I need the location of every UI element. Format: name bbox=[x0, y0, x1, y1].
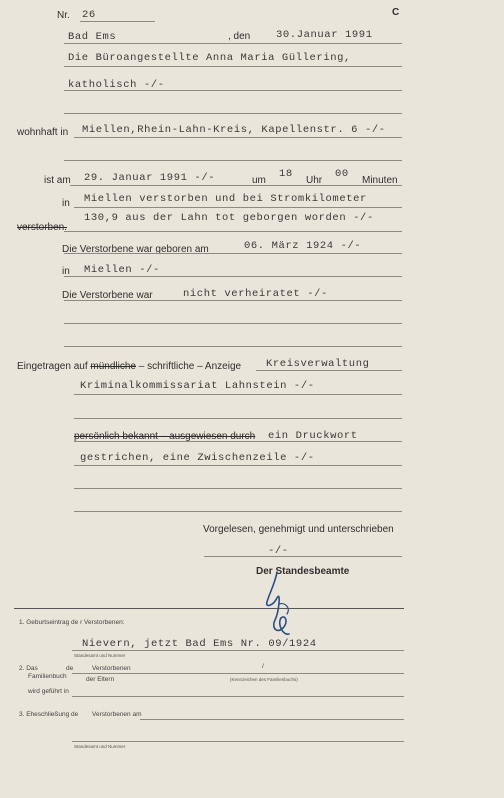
born-date: 06. März 1924 -/- bbox=[244, 240, 362, 252]
footer-item-2-familienbuch: Familienbuch bbox=[28, 673, 67, 680]
born-in-label: in bbox=[62, 266, 70, 277]
registration-authority-2: Kriminalkommissariat Lahnstein -/- bbox=[80, 380, 315, 392]
rule-1 bbox=[64, 43, 402, 44]
footer-item-2-gefuehrt: wird geführt in bbox=[28, 688, 69, 695]
rule-7 bbox=[70, 185, 402, 186]
rule-25 bbox=[72, 696, 404, 697]
rule-13 bbox=[64, 323, 402, 324]
death-place-line-1: Miellen verstorben und bei Stromkilometer bbox=[84, 193, 367, 205]
place-of-registration: Bad Ems bbox=[68, 31, 117, 43]
rule-10 bbox=[64, 253, 402, 254]
identity-note-2: gestrichen, eine Zwischenzeile -/- bbox=[80, 452, 315, 464]
registration-date: 30.Januar 1991 bbox=[276, 29, 373, 41]
registration-authority-1: Kreisverwaltung bbox=[266, 358, 370, 370]
rule-19 bbox=[74, 465, 402, 466]
footer-item-1-caption: Standesamt und Nummer bbox=[74, 653, 126, 658]
rule-26 bbox=[140, 719, 404, 720]
registration-struck: mündliche bbox=[90, 361, 136, 372]
footer-item-1-label: 1. Geburtseintrag de r Verstorbenen: bbox=[19, 619, 125, 626]
rule-4 bbox=[64, 113, 402, 114]
rule-17 bbox=[74, 418, 402, 419]
rule-22 bbox=[204, 556, 402, 557]
rule-20 bbox=[74, 488, 402, 489]
entry-number: 26 bbox=[82, 9, 96, 21]
decedent-name: Die Büroangestellte Anna Maria Güllering, bbox=[68, 52, 351, 64]
rule-2 bbox=[64, 66, 402, 67]
rule-9 bbox=[64, 231, 402, 232]
born-place: Miellen -/- bbox=[84, 264, 160, 276]
residence-label: wohnhaft in bbox=[17, 127, 69, 138]
rule-15 bbox=[256, 370, 402, 371]
footer-item-3-caption: Standesamt und Nummer bbox=[74, 744, 126, 749]
rule-14 bbox=[64, 346, 402, 347]
death-in-label: in bbox=[62, 198, 70, 209]
death-date: 29. Januar 1991 -/- bbox=[84, 172, 216, 184]
verstorben-label: verstorben. bbox=[17, 222, 68, 233]
rule-11 bbox=[64, 276, 402, 277]
registration-prefix: Eingetragen auf bbox=[17, 361, 88, 372]
residence-value: Miellen,Rhein-Lahn-Kreis, Kapellenstr. 6 -/- bbox=[82, 124, 386, 136]
footer-item-1-value: Nievern, jetzt Bad Ems Nr. 09/1924 bbox=[82, 638, 317, 650]
footer-item-2-slash: / bbox=[262, 663, 264, 670]
rule-27 bbox=[72, 741, 404, 742]
rule-5 bbox=[74, 137, 402, 138]
decedent-religion: katholisch -/- bbox=[68, 79, 165, 91]
marital-label: Die Verstorbene war bbox=[62, 290, 153, 301]
nr-line bbox=[80, 21, 155, 22]
rule-21 bbox=[74, 511, 402, 512]
rule-24 bbox=[72, 673, 404, 674]
minuten-label: Minuten bbox=[362, 175, 398, 186]
uhr-label: Uhr bbox=[306, 175, 323, 186]
footer-item-2-das: 2. Das bbox=[19, 665, 38, 672]
death-hour: 18 bbox=[279, 168, 293, 180]
death-place-line-2: 130,9 aus der Lahn tot geborgen worden -/- bbox=[84, 212, 374, 224]
rule-6 bbox=[64, 160, 402, 161]
footer-item-2-eltern: der Eltern bbox=[86, 676, 115, 683]
rule-12 bbox=[64, 300, 402, 301]
registrar-signature bbox=[255, 568, 315, 640]
identity-note-1: ein Druckwort bbox=[268, 430, 358, 442]
den-label: , den bbox=[228, 31, 251, 42]
um-label: um bbox=[252, 175, 266, 186]
footer-item-2-verstorbenen: Verstorbenen bbox=[92, 665, 131, 672]
death-minutes: 00 bbox=[335, 168, 349, 180]
ist-am-label: ist am bbox=[44, 175, 71, 186]
rule-16 bbox=[74, 394, 402, 395]
approval-dash: -/- bbox=[268, 545, 289, 557]
marital-value: nicht verheiratet -/- bbox=[183, 288, 328, 300]
footer-item-2-de: de bbox=[66, 665, 74, 672]
footer-item-2-kennzeichen: (Kennzeichen des Familienbuchs) bbox=[230, 677, 298, 682]
rule-23 bbox=[72, 650, 404, 651]
approval-text: Vorgelesen, genehmigt und unterschrieben bbox=[203, 524, 394, 535]
born-label: Die Verstorbene war geboren am bbox=[62, 244, 209, 255]
rule-3 bbox=[64, 90, 402, 91]
footer-divider bbox=[14, 608, 404, 609]
registration-label bbox=[17, 361, 241, 372]
rule-8 bbox=[74, 207, 402, 208]
registration-suffix: – schriftliche – Anzeige bbox=[138, 361, 242, 372]
registrar-title: Der Standesbeamte bbox=[256, 566, 350, 577]
footer-item-3-label: 3. Eheschließung de bbox=[19, 711, 79, 718]
nr-label: Nr. bbox=[57, 10, 70, 21]
rule-18 bbox=[74, 441, 402, 442]
footer-item-3-verstorbenen: Verstorbenen am bbox=[92, 711, 142, 718]
identity-struck-label: persönlich bekannt – ausgewiesen durch bbox=[74, 431, 256, 442]
corner-letter: C bbox=[392, 7, 400, 18]
